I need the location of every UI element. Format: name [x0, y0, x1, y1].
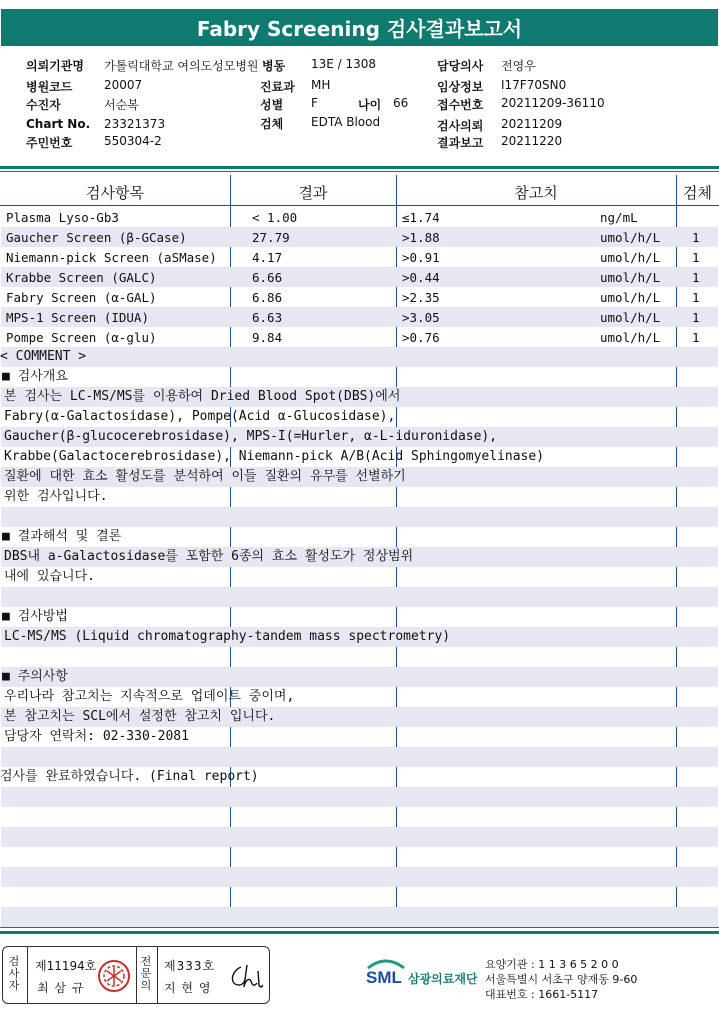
test-unit: umol/h/L [600, 230, 661, 245]
test-item: Fabry Screen (α-GAL) [6, 290, 157, 305]
receipt-no-label: 접수번호 [437, 98, 484, 112]
sml-logo: SML [364, 956, 408, 992]
test-specimen: 1 [692, 250, 700, 265]
test-unit: ng/mL [600, 210, 638, 225]
final-report-note: 검사를 완료하였습니다. (Final report) [0, 769, 259, 784]
test-reference: >0.91 [402, 250, 440, 265]
caution-line: 본 참고치는 SCL에서 설정한 참고치 입니다. [4, 709, 276, 724]
ward-label: 병동 [262, 59, 286, 73]
clinical-info-value: I17F70SN0 [501, 78, 567, 92]
overview-line: 질환에 대한 효소 활성도를 분석하여 이들 질환의 유무를 선별하기 [4, 469, 406, 484]
table-row [0, 247, 719, 267]
signature-box [2, 946, 270, 1004]
hospital-code-label: 병원코드 [26, 80, 73, 94]
caution-line: 담당자 연락처: 02-330-2081 [4, 729, 189, 744]
tester-label: 검 사 자 [8, 955, 20, 992]
test-specimen: 1 [692, 270, 700, 285]
header-specimen: 검체 [683, 183, 712, 202]
table-row [0, 207, 719, 227]
table-row [0, 307, 719, 327]
overview-line: 본 검사는 LC-MS/MS를 이용하여 Dried Blood Spot(DBS)에서 [4, 389, 401, 404]
seal-stamp [97, 959, 131, 993]
test-reference: >1.88 [402, 230, 440, 245]
specimen-value: EDTA Blood [311, 115, 381, 129]
age-value: 66 [393, 96, 409, 110]
overview-line: 위한 검사입니다. [4, 489, 108, 504]
header-result: 결과 [298, 183, 328, 202]
report-date-label: 결과보고 [437, 136, 484, 150]
overview-line: Krabbe(Galactocerebrosidase), Niemann-pick A/B(Acid Sphingomyelinase) [4, 449, 545, 464]
org-name: 삼광의료재단 [408, 972, 478, 986]
test-specimen: 1 [692, 230, 700, 245]
test-reference: >2.35 [402, 290, 440, 305]
specimen-label: 검체 [260, 117, 284, 131]
org-address: 서울특별시 서초구 양재동 9-60 [485, 973, 638, 986]
table-row [0, 287, 719, 307]
dept-label: 진료과 [260, 80, 295, 94]
clinical-info-label: 임상정보 [437, 80, 484, 94]
signature-icon [225, 961, 263, 993]
sex-value: F [311, 96, 318, 110]
test-result: < 1.00 [252, 210, 298, 225]
test-item: MPS-1 Screen (IDUA) [6, 310, 149, 325]
report-date-value: 20211220 [501, 134, 563, 148]
test-item: Plasma Lyso-Gb3 [6, 210, 119, 225]
receipt-no-value: 20211209-36110 [501, 96, 605, 110]
request-date-value: 20211209 [501, 117, 563, 131]
caution-title: ■ 주의사항 [2, 669, 68, 684]
tester-name: 최 삼 규 [37, 981, 85, 995]
tester-license: 제11194호 [35, 959, 97, 973]
header-divider [0, 166, 719, 169]
test-unit: umol/h/L [600, 310, 661, 325]
test-item: Krabbe Screen (GALC) [6, 270, 157, 285]
test-unit: umol/h/L [600, 250, 661, 265]
test-result: 6.86 [252, 290, 283, 305]
test-unit: umol/h/L [600, 330, 661, 345]
footer-divider [0, 931, 719, 934]
method-title: ■ 검사방법 [2, 609, 68, 624]
test-unit: umol/h/L [600, 270, 661, 285]
test-item: Gaucher Screen (β-GCase) [6, 230, 187, 245]
test-item: Niemann-pick Screen (aSMase) [6, 250, 217, 265]
header-reference: 참고치 [514, 183, 558, 202]
test-result: 6.63 [252, 310, 283, 325]
test-reference: >3.05 [402, 310, 440, 325]
caution-line: 우리나라 참고치는 지속적으로 업데이트 중이며, [4, 689, 295, 704]
interpretation-line: DBS내 a-Galactosidase를 포함한 6종의 효소 활성도가 정상범위 [4, 549, 414, 564]
test-item: Pompe Screen (α-glu) [6, 330, 157, 345]
overview-line: Gaucher(β-glucocerebrosidase), MPS-I(=Hurler, α-L-iduronidase), [4, 429, 498, 444]
doctor-value: 전영우 [501, 59, 536, 73]
hospital-code-value: 20007 [104, 78, 143, 92]
resident-no-label: 주민번호 [26, 136, 73, 150]
specialist-license: 제333호 [164, 959, 216, 973]
hospital-value: 가톨릭대학교 여의도성모병원 [104, 59, 259, 73]
test-reference: >0.76 [402, 330, 440, 345]
overview-title: ■ 검사개요 [2, 369, 68, 384]
chart-no-value: 23321373 [104, 117, 166, 131]
resident-no-value: 550304-2 [104, 134, 162, 148]
org-code: 요양기관 : 1 1 3 6 5 2 0 0 [485, 958, 619, 971]
doctor-label: 담당의사 [437, 59, 484, 73]
comment-header: < COMMENT > [0, 349, 87, 364]
footer-divider-thin [0, 927, 719, 928]
test-result: 6.66 [252, 270, 283, 285]
dept-value: MH [311, 78, 331, 92]
request-date-label: 검사의뢰 [437, 119, 484, 133]
test-specimen: 1 [692, 330, 700, 345]
hospital-label: 의뢰기관명 [26, 59, 84, 73]
overview-line: Fabry(α-Galactosidase), Pompe(Acid α-Glucosidase), [4, 409, 396, 424]
specialist-name: 지 현 영 [164, 981, 212, 995]
test-specimen: 1 [692, 310, 700, 325]
header-divider-thin [0, 171, 719, 172]
table-row [0, 327, 719, 347]
table-row [0, 227, 719, 247]
patient-label: 수진자 [26, 98, 61, 112]
sex-label: 성별 [260, 98, 284, 112]
chart-no-label: Chart No. [26, 117, 91, 131]
interpretation-line: 내에 있습니다. [4, 569, 96, 584]
test-result: 9.84 [252, 330, 283, 345]
test-reference: >0.44 [402, 270, 440, 285]
method-line: LC-MS/MS (Liquid chromatography-tandem mass spectrometry) [4, 629, 451, 644]
org-phone: 대표번호 : 1661-5117 [485, 988, 599, 1001]
interpretation-title: ■ 결과해석 및 결론 [2, 529, 122, 544]
test-specimen: 1 [692, 290, 700, 305]
report-title: Fabry Screening 검사결과보고서 [1, 9, 718, 46]
test-reference: ≤1.74 [402, 210, 440, 225]
ward-value: 13E / 1308 [311, 57, 377, 71]
test-unit: umol/h/L [600, 290, 661, 305]
table-row [0, 267, 719, 287]
specialist-label: 전 문 의 [140, 955, 152, 992]
test-result: 4.17 [252, 250, 283, 265]
patient-value: 서순복 [104, 98, 139, 112]
test-result: 27.79 [252, 230, 290, 245]
age-label: 나이 [358, 98, 382, 112]
header-item: 검사항목 [86, 183, 144, 202]
